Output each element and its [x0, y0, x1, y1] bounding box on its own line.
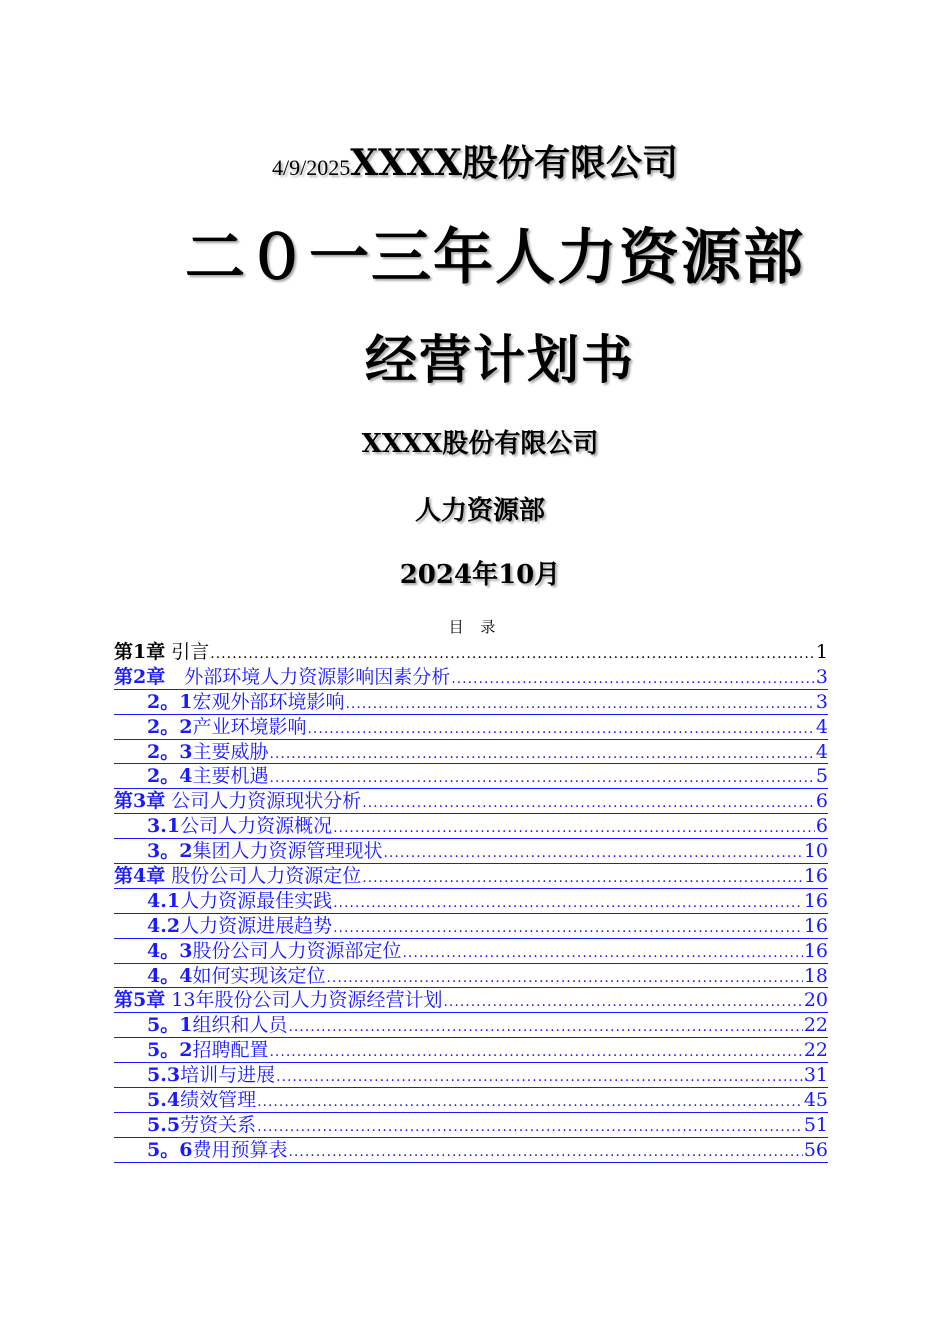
toc-entry-label	[147, 839, 382, 864]
toc-entry-page: 16	[803, 865, 828, 888]
toc-entry-label	[114, 665, 450, 690]
toc-entry-page: 20	[803, 989, 828, 1012]
toc-entry-page: 6	[815, 790, 828, 813]
toc-entry-label	[147, 914, 332, 939]
toc-entry-page: 22	[803, 1014, 828, 1037]
toc-leader-dots	[269, 1040, 802, 1063]
toc-entry-title: 招聘配置	[192, 1039, 269, 1062]
toc-entry-title: 股份公司人力资源部定位	[192, 939, 402, 962]
toc-leader-dots	[443, 990, 802, 1013]
toc-leader-dots	[333, 816, 815, 839]
toc-entry-number: 5.4	[147, 1089, 181, 1112]
document-header	[0, 135, 950, 186]
toc-leader-dots	[269, 742, 814, 765]
toc-entry-number: 4.2	[147, 914, 181, 937]
toc-entry-title: 宏观外部环境影响	[192, 690, 345, 713]
toc-entry-number: 3。2	[147, 840, 193, 863]
toc-entry-number: 5.3	[147, 1064, 181, 1087]
toc-entry-number: 4.1	[147, 889, 181, 912]
toc-entry-title: 引言	[165, 641, 210, 663]
header-company: XXXX股份有限公司	[350, 142, 678, 184]
toc-entry-label	[147, 1063, 275, 1088]
toc-entry-label	[147, 964, 325, 989]
toc-entry-number: 第2章	[114, 665, 166, 688]
toc-entry-number: 2。2	[147, 715, 193, 738]
toc-entry[interactable]	[114, 889, 828, 914]
toc-entry[interactable]	[114, 1063, 828, 1088]
toc-heading: 目 录	[448, 618, 502, 636]
toc-leader-dots	[362, 791, 815, 814]
toc-entry-number: 5。2	[147, 1039, 193, 1062]
toc-leader-dots	[333, 891, 803, 914]
toc-leader-dots	[333, 916, 803, 939]
toc-entry-page: 45	[803, 1089, 828, 1112]
toc-leader-dots	[210, 642, 815, 665]
toc-entry-label	[147, 740, 268, 765]
toc-entry[interactable]	[114, 839, 828, 864]
toc-entry-number: 4。4	[147, 964, 193, 987]
toc-entry-page: 16	[803, 914, 828, 937]
toc-entry-number: 2。1	[147, 690, 193, 713]
toc-entry-page: 31	[803, 1064, 828, 1087]
toc-entry-label	[147, 1113, 256, 1138]
toc-entry[interactable]	[114, 814, 828, 839]
toc-entry-label	[147, 764, 268, 789]
toc-entry-page: 1	[815, 641, 828, 663]
toc-entry-title: 主要机遇	[192, 765, 269, 788]
toc-entry-number: 5.5	[147, 1113, 181, 1136]
toc-entry-title: 人力资源进展趋势	[180, 914, 333, 937]
toc-entry[interactable]	[114, 690, 828, 715]
toc-entry-page: 4	[815, 715, 828, 738]
subtitle-date: 2024年10月	[399, 560, 561, 590]
toc-entry-page: 4	[815, 740, 828, 763]
toc-entry-number: 第4章	[114, 865, 166, 888]
toc-entry-number: 第3章	[114, 790, 166, 813]
toc-entry[interactable]	[114, 964, 828, 989]
toc-entry-number: 2。3	[147, 740, 193, 763]
toc-leader-dots	[451, 667, 815, 690]
table-of-contents	[114, 640, 828, 1163]
toc-entry[interactable]	[114, 1138, 828, 1163]
toc-entry-title: 人力资源最佳实践	[180, 889, 333, 912]
toc-entry-label	[147, 939, 401, 964]
toc-leader-dots	[269, 766, 814, 789]
toc-leader-dots	[326, 966, 802, 989]
toc-entry-label	[147, 1038, 268, 1063]
toc-entry-title: 13年股份公司人力资源经营计划	[165, 989, 443, 1012]
toc-entry-page: 22	[803, 1039, 828, 1062]
toc-entry-title: 公司人力资源现状分析	[165, 790, 362, 813]
toc-entry-label	[147, 1138, 287, 1163]
toc-entry[interactable]	[114, 914, 828, 939]
toc-entry[interactable]	[114, 789, 828, 814]
toc-entry[interactable]	[114, 1088, 828, 1113]
toc-leader-dots	[276, 1065, 803, 1088]
toc-entry-page: 16	[803, 889, 828, 912]
toc-leader-dots	[288, 1140, 802, 1163]
document-title-line1: 二０一三年人力资源部	[185, 223, 805, 293]
toc-entry-label	[147, 690, 344, 715]
toc-entry-number: 第1章	[114, 641, 166, 663]
toc-entry-number: 2。4	[147, 765, 193, 788]
header-date: 4/9/2025	[272, 155, 351, 180]
toc-entry-title: 主要威胁	[192, 740, 269, 763]
toc-entry[interactable]	[114, 988, 828, 1013]
toc-entry-page: 56	[803, 1138, 828, 1161]
toc-leader-dots	[288, 1015, 802, 1038]
toc-entry	[114, 640, 828, 665]
toc-entry-page: 16	[803, 939, 828, 962]
toc-entry-number: 5。6	[147, 1138, 193, 1161]
toc-entry[interactable]	[114, 764, 828, 789]
toc-entry-label	[114, 789, 361, 814]
toc-entry-title: 产业环境影响	[192, 715, 307, 738]
toc-entry-label	[114, 988, 442, 1013]
toc-entry-title: 股份公司人力资源定位	[165, 865, 362, 888]
toc-leader-dots	[257, 1115, 803, 1138]
toc-entry[interactable]	[114, 864, 828, 889]
toc-entry-number: 3.1	[147, 815, 181, 838]
toc-entry-label	[147, 1088, 256, 1113]
toc-entry-title: 培训与进展	[180, 1064, 276, 1087]
toc-entry-page: 3	[815, 690, 828, 713]
toc-leader-dots	[383, 841, 802, 864]
toc-entry-number: 第5章	[114, 989, 166, 1012]
toc-entry[interactable]	[114, 715, 828, 740]
toc-entry-title: 集团人力资源管理现状	[192, 840, 383, 863]
toc-entry-label	[114, 640, 209, 665]
toc-entry-label	[147, 715, 306, 740]
toc-leader-dots	[257, 1090, 803, 1113]
subtitle-department: 人力资源部	[414, 496, 545, 526]
toc-leader-dots	[362, 866, 803, 889]
toc-entry-label	[147, 1013, 287, 1038]
toc-entry-number: 4。3	[147, 939, 193, 962]
toc-entry-page: 18	[803, 964, 828, 987]
toc-entry-title: 绩效管理	[180, 1089, 257, 1112]
toc-entry-page: 10	[803, 840, 828, 863]
subtitle-company: XXXX股份有限公司	[361, 429, 599, 459]
toc-entry-title: 外部环境人力资源影响因素分析	[165, 665, 451, 688]
toc-entry[interactable]	[114, 665, 828, 690]
toc-entry-label	[147, 889, 332, 914]
toc-entry-page: 6	[815, 815, 828, 838]
toc-entry[interactable]	[114, 740, 828, 765]
toc-leader-dots	[345, 692, 814, 715]
toc-entry-label	[114, 864, 361, 889]
toc-entry-title: 如何实现该定位	[192, 964, 326, 987]
toc-entry-title: 组织和人员	[192, 1014, 288, 1037]
document-title-line2: 经营计划书	[364, 331, 635, 391]
toc-entry-page: 51	[803, 1113, 828, 1136]
toc-leader-dots	[402, 941, 802, 964]
toc-entry[interactable]	[114, 1113, 828, 1138]
toc-entry-page: 3	[815, 665, 828, 688]
toc-entry-title: 劳资关系	[180, 1113, 257, 1136]
toc-entry-number: 5。1	[147, 1014, 193, 1037]
toc-entry-label	[147, 814, 332, 839]
toc-entry-title: 公司人力资源概况	[180, 815, 333, 838]
toc-entry[interactable]	[114, 1013, 828, 1038]
toc-entry[interactable]	[114, 939, 828, 964]
toc-leader-dots	[307, 717, 814, 740]
toc-entry-page: 5	[815, 765, 828, 788]
toc-entry-title: 费用预算表	[192, 1138, 288, 1161]
toc-entry[interactable]	[114, 1038, 828, 1063]
